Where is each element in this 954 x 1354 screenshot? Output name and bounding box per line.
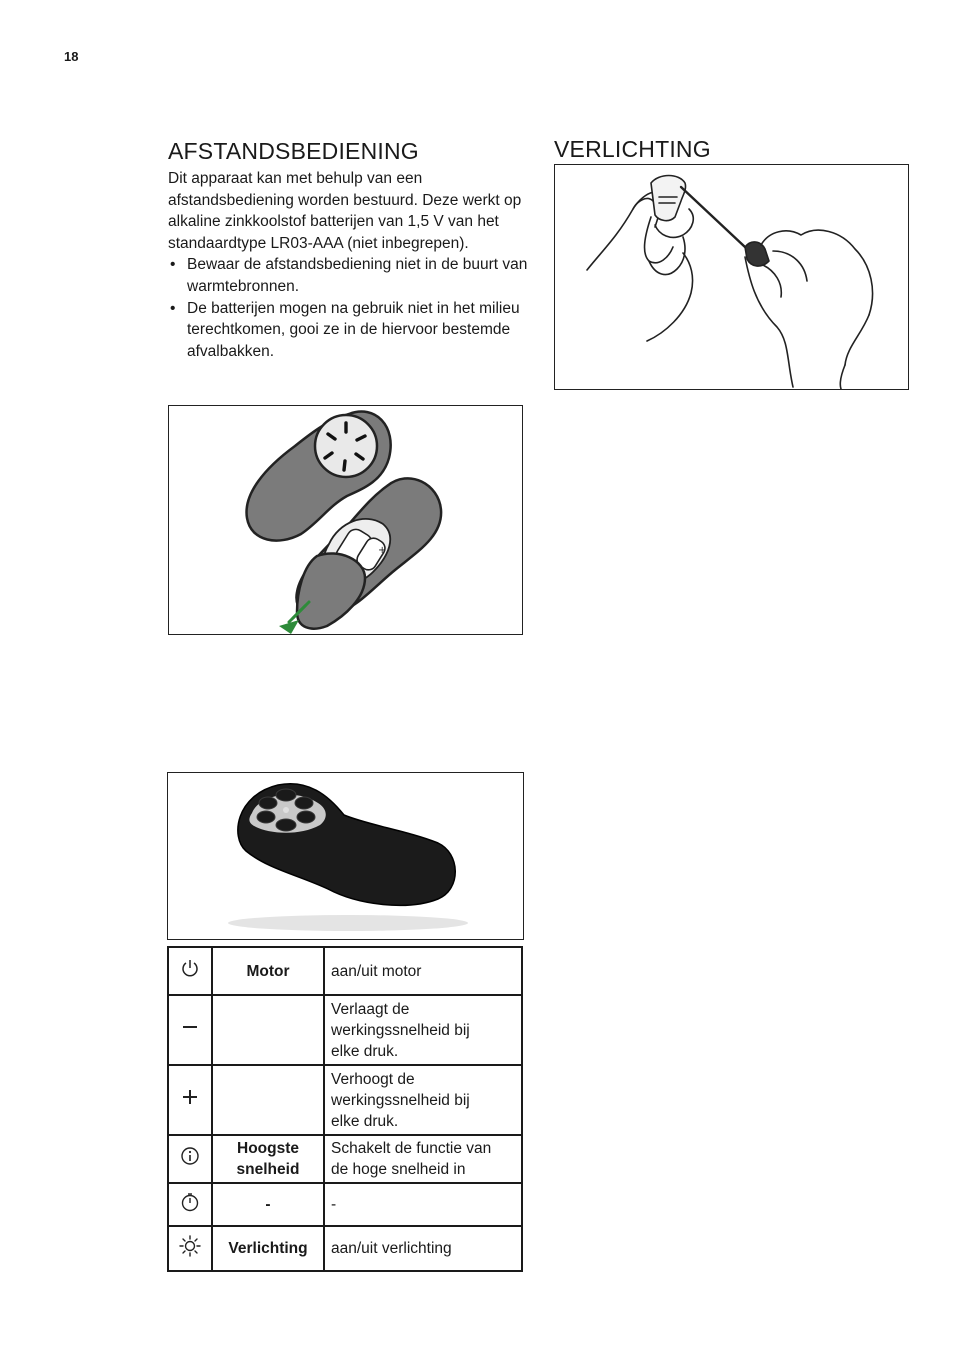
function-description: Schakelt de functie van de hoge snelheid in	[324, 1135, 522, 1183]
power-icon	[180, 958, 200, 978]
function-name	[212, 995, 324, 1065]
section-title-lighting: VERLICHTING	[554, 136, 711, 162]
function-name: Hoogste snelheid	[212, 1135, 324, 1183]
function-description: aan/uit motor	[324, 947, 522, 995]
table-row	[168, 947, 522, 995]
function-name: Verlichting	[212, 1226, 324, 1271]
table-icon-cell	[168, 1183, 212, 1226]
intro-paragraph: Dit apparaat kan met behulp van een afstandsbediening worden bestuurd. Deze werkt op alkaline zinkkoolstof batterijen van 1,5 V van het standaardtype LR03-AAA (niet inbegrepen).	[168, 170, 522, 252]
hands-screwdriver-illustration	[555, 165, 908, 389]
function-description: Verhoogt de werkingssnelheid bij elke druk.	[324, 1065, 522, 1135]
function-description: aan/uit verlichting	[324, 1226, 522, 1271]
function-description: Verlaagt de werkingssnelheid bij elke druk.	[324, 995, 522, 1065]
function-name	[212, 1065, 324, 1135]
bullet-list	[168, 254, 528, 362]
lamp-replacement-figure	[554, 164, 909, 390]
remote-function-table	[167, 946, 523, 1272]
svg-text:+: +	[378, 545, 387, 556]
remote-battery-illustration	[169, 406, 522, 634]
info-icon	[180, 1146, 200, 1166]
minus-icon	[180, 1017, 200, 1037]
table-row	[168, 1135, 522, 1183]
table-row	[168, 1065, 522, 1135]
table-row	[168, 1226, 522, 1271]
list-item: • Bewaar de afstandsbediening niet in de buurt van warmtebronnen.	[168, 254, 528, 297]
function-description: -	[324, 1183, 522, 1226]
table-row	[168, 1183, 522, 1226]
plus-icon	[180, 1087, 200, 1107]
remote-intro-block	[168, 168, 528, 362]
function-name: Motor	[212, 947, 324, 995]
remote-photo-figure	[167, 772, 524, 940]
timer-icon	[180, 1192, 200, 1212]
table-icon-cell	[168, 1065, 212, 1135]
page-number: 18	[64, 49, 79, 64]
table-icon-cell	[168, 1226, 212, 1271]
table-row	[168, 995, 522, 1065]
battery-insertion-figure	[168, 405, 523, 635]
section-title-remote: AFSTANDSBEDIENING	[168, 138, 419, 164]
function-name: -	[212, 1183, 324, 1226]
table-icon-cell	[168, 1135, 212, 1183]
light-icon	[179, 1235, 201, 1257]
table-icon-cell	[168, 995, 212, 1065]
remote-photo-illustration	[168, 773, 523, 939]
list-item: • De batterijen mogen na gebruik niet in het milieu terechtkomen, gooi ze in de hiervoor bestemde afvalbakken.	[168, 298, 528, 363]
table-icon-cell	[168, 947, 212, 995]
